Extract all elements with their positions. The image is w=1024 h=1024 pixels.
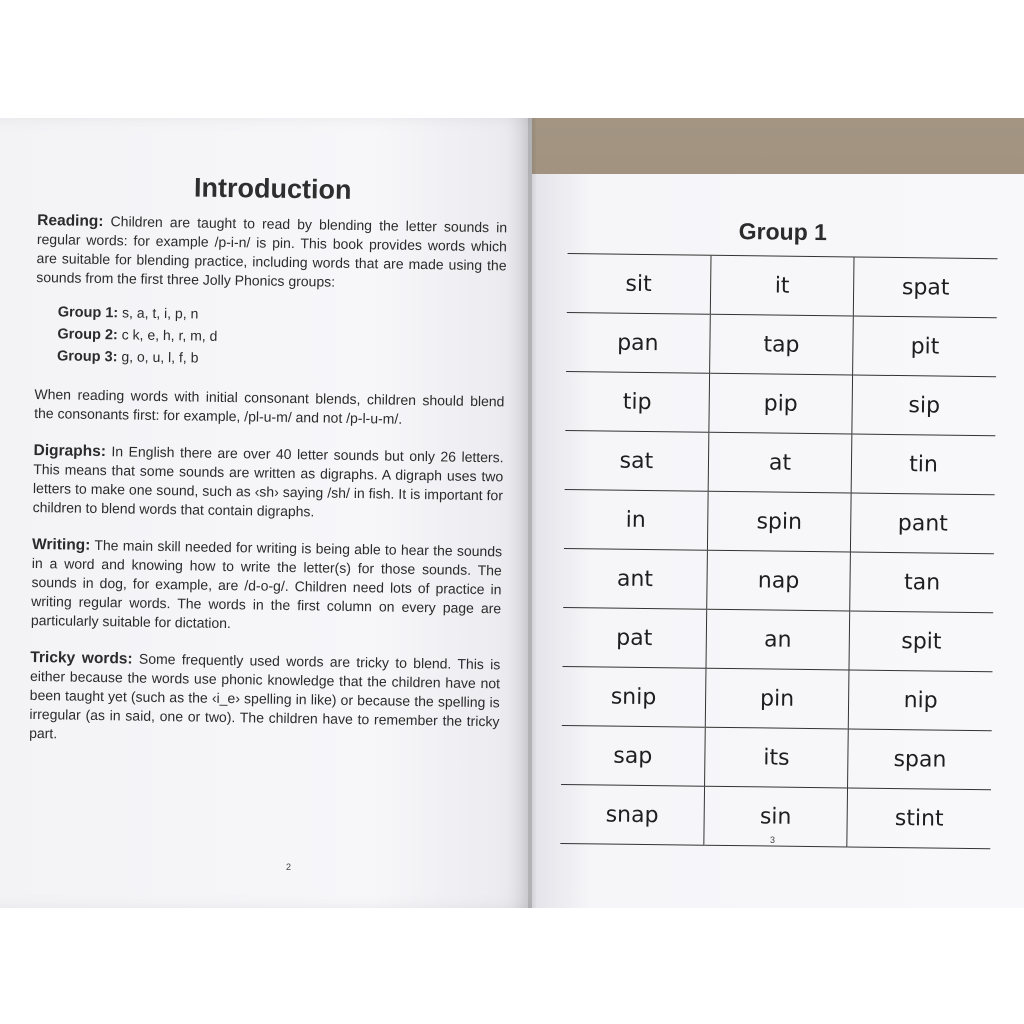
table-row <box>566 312 997 376</box>
digraphs-text: In English there are over 40 letter sounds but only 26 letters. This means that some sounds are written as digraphs. A digraph uses two letters to make one sound, such as ‹sh› saying /sh/ in fish. It is important for children to blend words that contain digraphs. <box>32 443 504 520</box>
word-cell: sat <box>565 430 709 491</box>
word-cell: pan <box>566 312 710 373</box>
group-1-section <box>560 216 998 849</box>
tricky-words-paragraph <box>29 648 500 750</box>
group-letters: s, a, t, i, p, n <box>121 304 199 322</box>
book-spine <box>528 118 536 908</box>
word-cell: it <box>710 255 854 316</box>
word-cell: sit <box>567 253 711 314</box>
word-table <box>560 253 997 849</box>
word-cell: pant <box>851 493 995 554</box>
word-cell: spit <box>849 611 993 672</box>
page-number-left: 2 <box>286 862 292 872</box>
word-cell: sap <box>561 725 705 786</box>
word-cell: tan <box>850 552 994 613</box>
tricky-words-heading: Tricky words: <box>30 648 133 668</box>
group-label: Group 2: <box>57 326 118 344</box>
word-cell: nap <box>707 550 851 611</box>
word-cell: an <box>706 609 850 670</box>
table-row <box>562 607 993 671</box>
table-row <box>560 784 991 848</box>
word-cell: tip <box>565 371 709 432</box>
table-row <box>562 666 993 730</box>
word-cell: its <box>704 727 848 788</box>
word-cell: pip <box>709 373 853 434</box>
blends-paragraph: When reading words with initial consonant blends, children should blend the consonants first: for example, /pl-u-m/ and not /p-l-u-m/. <box>34 385 505 427</box>
table-row <box>567 253 998 317</box>
word-cell: pin <box>705 668 849 729</box>
table-row <box>565 430 996 494</box>
writing-paragraph <box>31 535 502 637</box>
table-row <box>565 371 996 435</box>
word-cell: tin <box>851 434 995 495</box>
groups-list <box>57 301 506 374</box>
reading-text: Children are taught to read by blending the letter sounds in regular words: for example /p-i-n/ is pin. This book provides words which are suitable for blending practice, including words that are made using the sounds from the first three Jolly Phonics groups: <box>36 213 508 290</box>
digraphs-paragraph <box>33 441 504 524</box>
word-cell: ant <box>563 548 707 609</box>
table-row <box>561 725 992 789</box>
word-cell: pit <box>853 316 997 377</box>
word-cell: spin <box>707 491 851 552</box>
word-cell: span <box>848 729 992 790</box>
word-cell: nip <box>848 670 992 731</box>
introduction-title: Introduction <box>193 172 352 205</box>
group-letters: c k, e, h, r, m, d <box>121 326 218 344</box>
reading-heading: Reading: <box>37 211 104 231</box>
table-row <box>563 548 994 612</box>
reading-paragraph <box>36 211 507 294</box>
word-cell: snap <box>560 784 704 845</box>
digraphs-heading: Digraphs: <box>33 441 107 461</box>
writing-heading: Writing: <box>31 535 91 554</box>
group-title: Group 1 <box>738 218 828 246</box>
word-cell: sin <box>704 786 848 847</box>
group-label: Group 3: <box>56 348 118 366</box>
word-cell: spat <box>853 257 997 318</box>
word-cell: in <box>564 489 708 550</box>
page-number-right: 3 <box>770 835 776 845</box>
group-letters: g, o, u, l, f, b <box>121 348 199 366</box>
word-cell: snip <box>562 666 706 727</box>
writing-text: The main skill needed for writing is being able to hear the sounds in a word and knowing how to write the letter(s) for those sounds. The sounds in dog, for example, are /d-o-g/. Children need lots of practice in writing regular words. The words in the first column on every page are particularly suitable for dictation. <box>30 536 503 632</box>
group-label: Group 1: <box>57 304 119 322</box>
tricky-words-text: Some frequently used words are tricky to blend. This is either because the words use phonic knowledge that the children have not been taught yet (such as the ‹i_e› spelling in like) or because the spelling is irregular (as in said, one or two). The children have to remember the tricky part. <box>29 650 501 742</box>
word-cell: stint <box>847 788 991 849</box>
word-cell: sip <box>852 375 996 436</box>
word-cell: at <box>708 432 852 493</box>
introduction-section <box>29 170 508 750</box>
word-cell: pat <box>562 607 706 668</box>
word-cell: tap <box>709 314 853 375</box>
table-row <box>564 489 995 553</box>
